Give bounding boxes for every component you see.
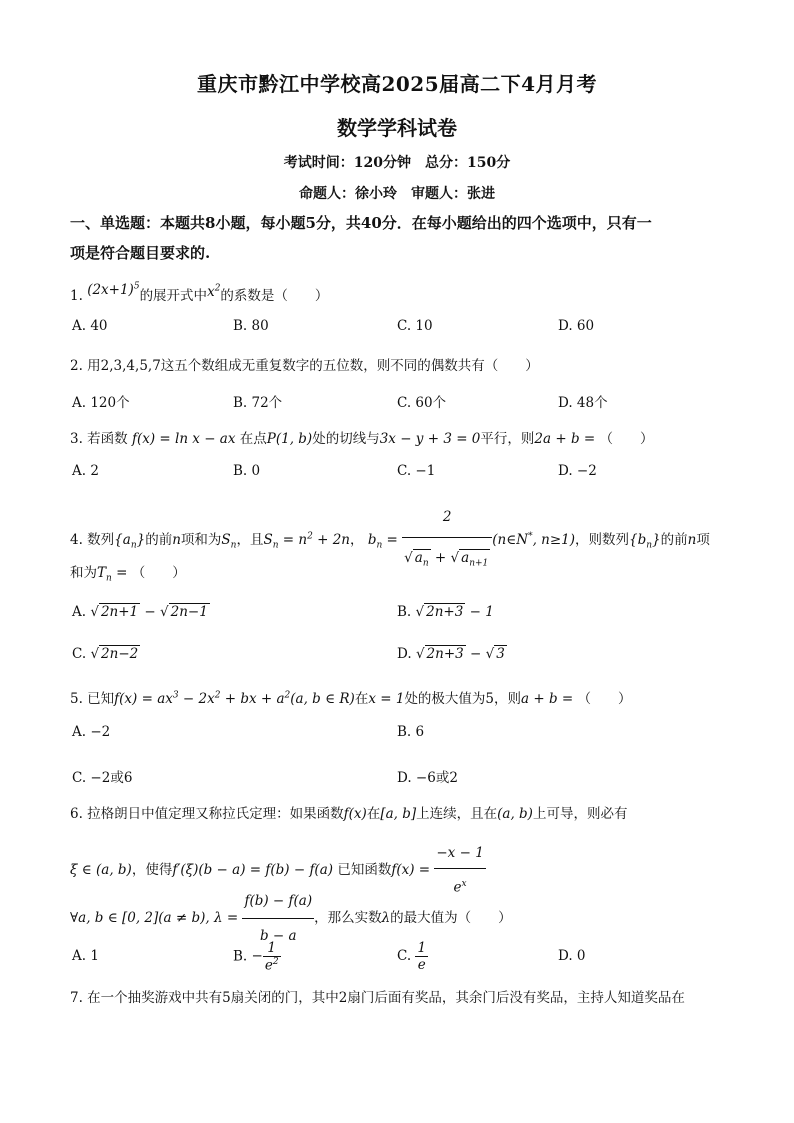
q6-b-expr: − $\frac{1}{e^2}$ xyxy=(251,940,279,974)
question-7: 7. 在一个抽奖游戏中共有5扇关闭的门，其中2扇门后面有奖品，其余门后没有奖品，主持人知道奖品在 xyxy=(70,990,685,1006)
q4-seq-a: $\{a_n\}$ xyxy=(114,531,146,551)
question-6-line1: 6. 拉格朗日中值定理又称拉氏定理：如果函数f(x)在[a, b]上连续，且在(a, b)上可导，则必有 xyxy=(70,806,628,822)
q6-lambda-def: ∀a, b ∈ [0, 2](a ≠ b), λ = $\frac{f(b) - f(a)}{b - a}$ xyxy=(70,910,314,926)
q2-option-b[interactable]: B. 72个 xyxy=(233,395,283,411)
q1-option-b[interactable]: B. 80 xyxy=(233,318,269,334)
q3-option-d[interactable]: D. −2 xyxy=(558,463,597,479)
q6-open-interval: (a, b) xyxy=(497,806,533,822)
q5-x: x = 1 xyxy=(368,691,405,707)
question-3: 3. 若函数 f(x) = ln x − ax 在点P(1, b)处的切线与3x − y + 3 = 0平行，则2a + b = （ ） xyxy=(70,431,654,447)
q3-point: P(1, b) xyxy=(266,431,313,447)
q5-option-d[interactable]: D. −6或2 xyxy=(397,770,458,786)
q5-option-c[interactable]: C. −2或6 xyxy=(72,770,133,786)
q3-option-c[interactable]: C. −1 xyxy=(397,463,436,479)
q5-target: a + b = xyxy=(521,691,578,707)
q6-xi: ξ ∈ (a, b) xyxy=(70,861,132,878)
q1-expression: $(2x+1)^5$ xyxy=(87,281,140,298)
q4-b-expr: √ 2n+3 − 1 xyxy=(415,604,494,620)
q6-option-b[interactable]: B. − $\frac{1}{e^2}$ xyxy=(233,940,279,974)
exam-subject: 数学学科试卷 xyxy=(337,116,457,140)
q6-mvt: f′(ξ)(b − a) = f(b) − f(a) xyxy=(172,861,334,878)
question-6-line2: ξ ∈ (a, b)，使得f′(ξ)(b − a) = f(b) − f(a) 已知函数f(x) = $\frac{-x - 1}{e^x}$ xyxy=(70,838,730,903)
q5-option-a[interactable]: A. −2 xyxy=(72,724,111,740)
question-1: 1. $(2x+1)^5$的展开式中$x^2$的系数是（ ） xyxy=(70,281,329,304)
q4-a-expr: √ 2n+1 − √ 2n−1 xyxy=(90,604,208,620)
q3-target: 2a + b = xyxy=(534,431,600,447)
exam-authors: 命题人：徐小玲 审题人：张进 xyxy=(299,186,495,202)
q3-function: f(x) = ln x − ax xyxy=(127,431,240,447)
q1-term: $x^2$ xyxy=(207,283,221,300)
q2-option-c[interactable]: C. 60个 xyxy=(397,395,447,411)
q3-option-b[interactable]: B. 0 xyxy=(233,463,261,479)
question-6-line3: ∀a, b ∈ [0, 2](a ≠ b), λ = $\frac{f(b) - f(a)}{b - a}$ ，那么实数λ的最大值为（ ） xyxy=(70,884,730,953)
q6-lambda: λ xyxy=(381,910,391,926)
q5-function: $f(x) = ax^3 - 2x^2$ + bx + $a^2(a$, b ∈ R) xyxy=(114,690,355,707)
q3-option-a[interactable]: A. 2 xyxy=(72,463,99,479)
exam-title: 重庆市黔江中学校高2025届高二下4月月考 xyxy=(196,72,598,96)
q6-option-d[interactable]: D. 0 xyxy=(558,948,586,964)
section-heading: 一、单选题：本题共8小题，每小题5分，共40分．在每小题给出的四个选项中，只有一 项是符合题目要求的. xyxy=(70,214,652,262)
question-4: 4. 数列$\{a_n\}$的前n项和为$S_n$，且$S_n = n^2 + 2n$， $b_n$ = $\frac{2}{√ a_n + √ a_{n+1}}$ (n∈N*, n≥1)，则数列$\{b_n\}$的前n项 xyxy=(70,497,730,584)
q4-bn-formula: $b_n$ = $\frac{2}{√ a_n + √ a_{n+1}}$ (n∈N*, n≥1) xyxy=(368,532,575,548)
q4-sn: $S_n$ xyxy=(221,531,237,551)
q5-option-b[interactable]: B. 6 xyxy=(397,724,425,740)
q4-seq-b: $\{b_n\}$ xyxy=(629,531,661,551)
q3-line: 3x − y + 3 = 0 xyxy=(379,431,481,447)
q4-d-expr: √ 2n+3 − √ 3 xyxy=(415,646,505,662)
exam-info: 考试时间：120分钟 总分：150分 xyxy=(283,155,511,171)
q6-option-c[interactable]: C. $\frac{1}{e}$ xyxy=(397,940,427,973)
q6-given-fx: f(x) = $\frac{-x - 1}{e^x}$ xyxy=(391,862,485,878)
q1-option-d[interactable]: D. 60 xyxy=(558,318,595,334)
q4-sn-formula: $S_n = n^2 + 2n$ xyxy=(263,531,351,551)
q4-n2: n xyxy=(687,531,697,548)
q6-fx: f(x) xyxy=(343,806,367,822)
question-5: 5. 已知$f(x) = ax^3 - 2x^2$ + bx + $a^2(a$, b ∈ R)在x = 1处的极大值为5，则a + b = （ ） xyxy=(70,690,632,707)
q1-option-c[interactable]: C. 10 xyxy=(397,318,433,334)
q4-option-b[interactable]: B. √ 2n+3 − 1 xyxy=(397,604,494,620)
question-2: 2. 用2,3,4,5,7这五个数组成无重复数字的五位数，则不同的偶数共有（ ） xyxy=(70,358,539,374)
q4-n: n xyxy=(172,531,181,548)
q4-option-a[interactable]: A. √ 2n+1 − √ 2n−1 xyxy=(72,604,208,620)
question-4-line2: 和为$T_n$ = （ ） xyxy=(70,565,186,584)
q2-option-a[interactable]: A. 120个 xyxy=(72,395,130,411)
q4-c-expr: √ 2n−2 xyxy=(90,646,139,662)
q4-option-c[interactable]: C. √ 2n−2 xyxy=(72,646,139,662)
q1-option-a[interactable]: A. 40 xyxy=(72,318,108,334)
q2-option-d[interactable]: D. 48个 xyxy=(558,395,608,411)
q6-closed-interval: [a, b] xyxy=(380,806,417,822)
q4-option-d[interactable]: D. √ 2n+3 − √ 3 xyxy=(397,646,505,662)
q6-option-a[interactable]: A. 1 xyxy=(72,948,99,964)
q6-c-expr: $\frac{1}{e}$ xyxy=(417,940,427,973)
q4-tn: $T_n$ = xyxy=(97,565,132,584)
